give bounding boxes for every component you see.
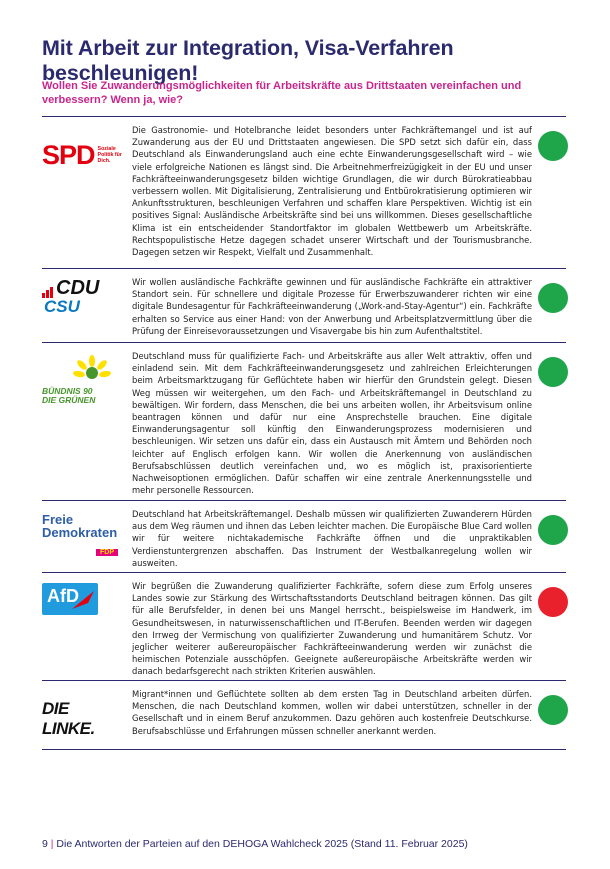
linke-logo: DIE LINKE. — [42, 699, 95, 738]
party-row-gruene — [42, 342, 566, 500]
rating-green-indicator — [538, 695, 568, 725]
rating-red-indicator — [538, 587, 568, 617]
party-row-fdp — [42, 500, 566, 572]
rating-green-indicator — [538, 357, 568, 387]
party-answer: Wir begrüßen die Zuwanderung qualifizierter Fachkräfte, sofern diese zum Erfolg unseres Landes sowie zur Stärkung des Wirtschaftsstandorts Deutschland beitragen können. Das gilt für alle Berufsfelder, in denen bei uns Mangel herrscht., beispielsweise im Handwerk, im Gesundheitswesen, in naturwissenschaftlichen und IT-Berufen. Beenden werden wir dagegen den Irrweg der Vermischung von qualifizierter Zuwanderung und humanitärem Schutz. Vor jeglicher weiterer außereuropäischer Fachkräfteeinwanderung werden wir zunächst die heimischen Potenziale ausschöpfen. Geeignete außereuropäische Arbeitskräfte werden wir danach bedarfsgerecht nach strikten Kriterien auswählen. — [132, 581, 532, 677]
party-answer: Migrant*innen und Geflüchtete sollten ab dem ersten Tag in Deutschland arbeiten dürfen. Menschen, die nach Deutschland kommen, wollen wir dabei unterstützen, schneller in der Gesellschaft und in einem Beruf anzukommen. Dazu gehören auch kostenfreie Deutschkurse. Berufsabschlüsse und Erfahrungen müssen schneller anerkannt werden. — [132, 689, 532, 736]
sunflower-icon — [72, 355, 112, 385]
party-answer: Die Gastronomie- und Hotelbranche leidet besonders unter Fachkräftemangel und ist auf Zuwanderung aus der EU und Drittstaaten angewiesen. Die SPD setzt sich dafür ein, dass Deutschland als Einwanderungsland auch eine echte Einwanderungsgesellschaft wird – wie viele erfolgreiche Nationen es längst sind. Die Arbeitnehmerfreizügigkeit in der EU und unser Fachkräfteeinwanderungsgesetz bilden wichtige Grundlagen, die wir durch Bürokratieabbau verbessern wollen. Mit Digitalisierung, Zentralisierung und Entbürokratisierung optimieren wir Ankunftsstrukturen, beschleunigen Verfahren und schaffen klare Perspektiven. Wichtig ist ein positives Signal: Ausländische Arbeitskräfte sind bei uns willkommen. Dieses gesellschaftliche Klima ist ein entscheidender Standortfaktor im globalen Wettbewerb um Arbeitskräfte. Rechtspopulistische Hetze dagegen schadet unserer Wirtschaft und der Tourismusbranche. Dagegen setzen wir Respekt, Vielfalt und Zusammenhalt. — [132, 125, 532, 258]
page-number: 9 — [42, 838, 48, 850]
gruene-logo: BÜNDNIS 90 DIE GRÜNEN — [42, 355, 124, 415]
rating-green-indicator — [538, 283, 568, 313]
page-footer — [42, 838, 468, 850]
party-row-cdu-csu — [42, 268, 566, 342]
rating-green-indicator — [538, 515, 568, 545]
party-row-afd — [42, 572, 566, 680]
cdu-bars-icon — [42, 284, 56, 298]
fdp-logo: Freie Demokraten FDP — [42, 512, 118, 556]
page-title: Mit Arbeit zur Integration, Visa-Verfahren beschleunigen! — [42, 36, 454, 85]
rating-green-indicator — [538, 131, 568, 161]
party-answer: Wir wollen ausländische Fachkräfte gewinnen und für ausländische Fachkräfte ein attraktiver Standort sein. Für schnellere und digitale Prozesse für Erwerbszuwanderer richten wir eine digitale Bundesagentur für Fachkräfteeinwanderung („Work-and-Stay-Agentur“) ein. Fachkräfte erhalten so Service aus einer Hand: von der Anwerbung und Arbeitsplatzvermittlung über die Prüfung der Einreisevoraussetzungen und Visavergabe bis hin zum Aufenthaltstitel. — [132, 277, 532, 336]
party-row-linke — [42, 680, 566, 750]
footer-separator: | — [50, 838, 54, 850]
footer-text: Die Antworten der Parteien auf den DEHOGA Wahlcheck 2025 (Stand 11. Februar 2025) — [56, 838, 468, 850]
afd-logo: AfD — [42, 583, 102, 617]
spd-logo: SPD Soziale Politik für Dich. — [42, 139, 122, 170]
question-text: Wollen Sie Zuwanderungsmöglichkeiten für Arbeitskräfte aus Drittstaaten vereinfachen und verbessern? Wenn ja, wie? — [42, 80, 522, 106]
cdu-csu-logo: CDU CSU — [44, 277, 100, 316]
party-answer: Deutschland hat Arbeitskräftemangel. Deshalb müssen wir qualifizierten Zuwanderern Hürden aus dem Weg räumen und ihnen das Leben leichter machen. Die Europäische Blue Card wollen wir für weitere nichtakademische Fachkräfte öffnen und die unpraktikablen Verdienstuntergrenzen abschaffen. Das Instrument der Westbalkanregelung wollen wir ausweiten. — [132, 509, 532, 568]
party-answer: Deutschland muss für qualifizierte Fach- und Arbeitskräfte aus aller Welt attraktiv, offen und einladend sein. Mit dem Fachkräfteeinwanderungsgesetz und zahlreichen Erleichterungen beim Arbeitsmarktzugang für Geflüchtete haben wir hierfür den Grundstein gelegt. Diesen Weg müssen wir weitergehen, um den Fach- und Arbeitskräftemangel in Deutschland zu bewältigen. Wir fordern, dass Menschen, die bei uns arbeiten wollen, ihr Arbeitsvisum online beantragen können und dafür nur eine Ansprechstelle brauchen. Eine digitale Einwanderungsagentur soll künftig den Einwanderungsprozess modernisieren und beschleunigen. Wir setzen uns dafür ein, dass ein Austausch mit Ämtern und Behörden noch leichter auf Englisch erfolgen kann. Wir wollen die Anerkennung von ausländischen Berufsabschlüssen deutlich vereinfachen und, wo es möglich ist, praxisorientierte Nachweisoptionen ermöglichen. Dafür schaffen wir eine zentrale Anerkennungsstelle und mehr personelle Ressourcen. — [132, 351, 532, 496]
party-row-spd — [42, 116, 566, 268]
